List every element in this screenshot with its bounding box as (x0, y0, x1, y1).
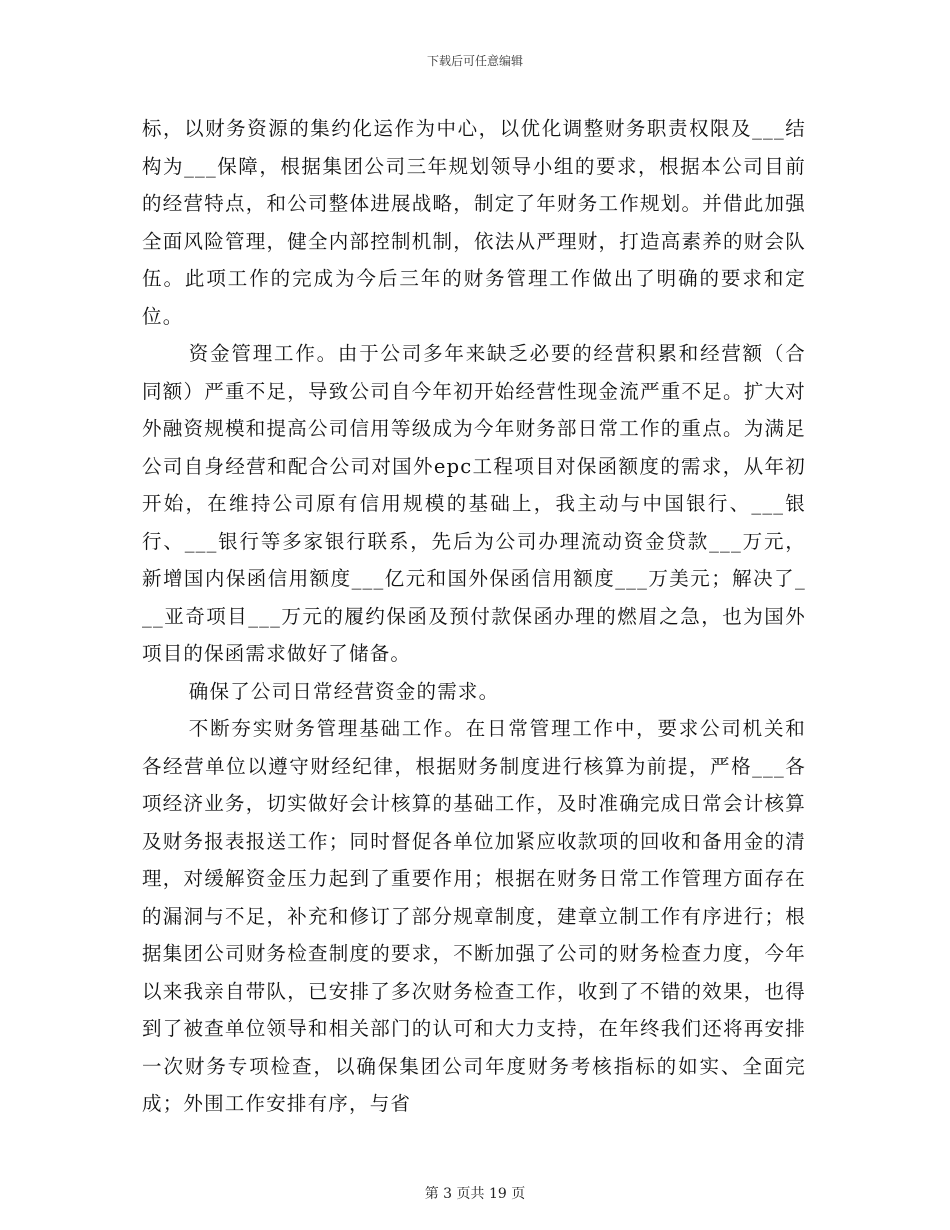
page-footer: 第 3 页共 19 页 (424, 1186, 526, 1202)
paragraph-capital-management: 资金管理工作。由于公司多年来缺乏必要的经营积累和经营额（合同额）严重不足，导致公司自今年初开始经营性现金流严重不足。扩大对外融资规模和提高公司信用等级成为今年财务部日常工作的重点。为满足公司自身经营和配合公司对国外epc工程项目对保函额度的需求，从年初开始，在维持公司原有信用规模的基础上，我主动与中国银行、___银行、___银行等多家银行联系，先后为公司办理流动资金贷款___万元，新增国内保函信用额度___亿元和国外保函信用额度___万美元；解决了___亚奇项目___万元的履约保函及预付款保函办理的燃眉之急，也为国外项目的保函需求做好了储备。 (142, 342, 806, 665)
paragraph-funding-assurance: 确保了公司日常经营资金的需求。 (188, 679, 500, 703)
document-body (142, 110, 806, 1123)
paragraph-financial-foundation: 不断夯实财务管理基础工作。在日常管理工作中，要求公司机关和各经营单位以遵守财经纪律，根据财务制度进行核算为前提，严格___各项经济业务，切实做好会计核算的基础工作，及时准确完成日常会计核算及财务报表报送工作；同时督促各单位加紧应收款项的回收和备用金的清理，对缓解资金压力起到了重要作用；根据在财务日常工作管理方面存在的漏洞与不足，补充和修订了部分规章制度，建章立制工作有序进行；根据集团公司财务检查制度的要求，不断加强了公司的财务检查力度，今年以来我亲自带队，已安排了多次财务检查工作，收到了不错的效果，也得到了被查单位领导和相关部门的认可和大力支持，在年终我们还将再安排一次财务专项检查，以确保集团公司年度财务考核指标的如实、全面完成；外围工作安排有序，与省 (142, 717, 806, 1115)
page-header: 下载后可任意编辑 (426, 54, 523, 68)
paragraph-strategy-continuation: 标，以财务资源的集约化运作为中心，以优化调整财务职责权限及___结构为___保障，根据集团公司三年规划领导小组的要求，根据本公司目前的经营特点，和公司整体进展战略，制定了年财务工作规划。并借此加强全面风险管理，健全内部控制机制，依法从严理财，打造高素养的财会队伍。此项工作的完成为今后三年的财务管理工作做出了明确的要求和定位。 (142, 117, 806, 328)
